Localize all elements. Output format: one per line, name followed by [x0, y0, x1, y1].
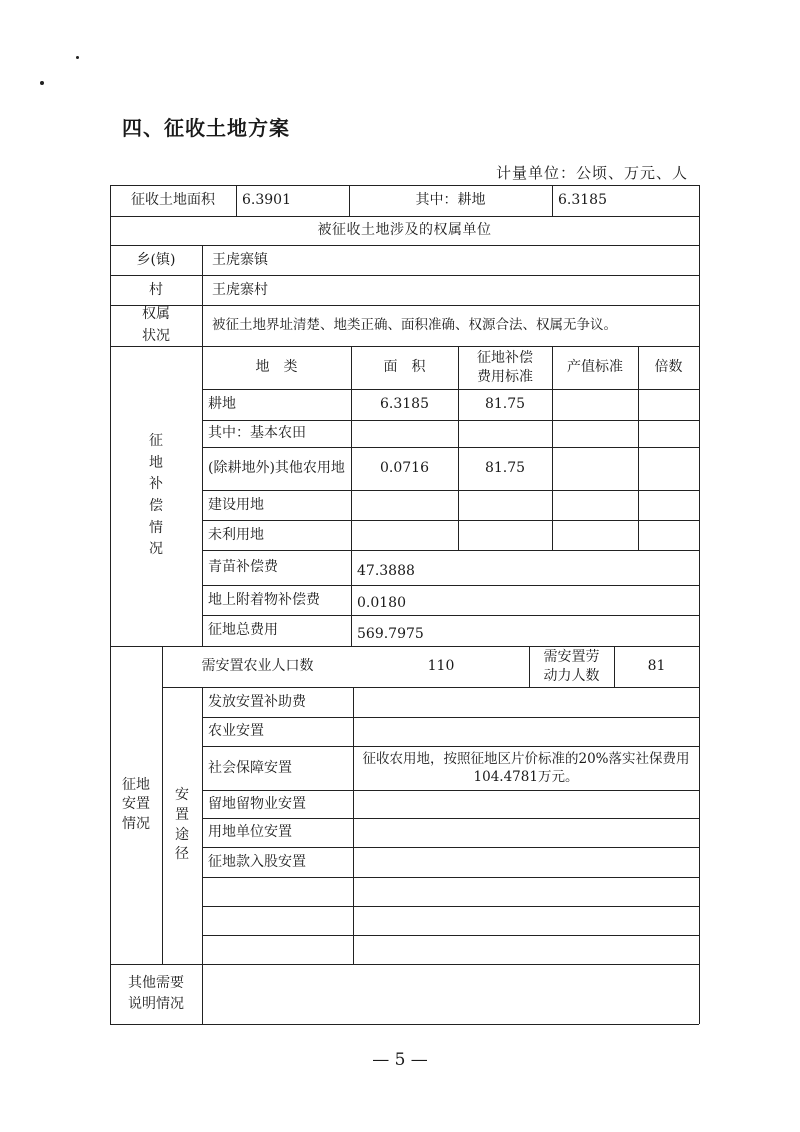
row-type: 其中：基本农田: [208, 425, 306, 442]
area-value: 6.3901: [242, 192, 291, 209]
header-multiple: 倍数: [654, 359, 683, 376]
township-value: 王虎寨镇: [212, 251, 268, 268]
village-label: 村: [149, 281, 163, 298]
way-value: [353, 935, 699, 964]
row-output: [552, 520, 638, 550]
way-value: 征收农用地，按照征地区片价标准的20%落实社保费用104.4781万元。: [362, 750, 690, 785]
header-area: 面 积: [383, 359, 426, 376]
way-value: [353, 818, 699, 847]
row-fee: 81.75: [484, 396, 526, 413]
row-multiple: [638, 420, 699, 447]
side-line: 征地: [122, 776, 150, 793]
header-fee-line: 费用标准: [477, 368, 533, 385]
row-type: 建设用地: [208, 496, 264, 513]
seedling-fee-value: 47.3888: [357, 563, 415, 580]
arable-value: 6.3185: [558, 192, 607, 209]
ownership-status-label-line: 权属: [142, 305, 170, 322]
population-value: 110: [427, 658, 455, 675]
ownership-status-label-line: 状况: [142, 327, 170, 344]
compensation-side-label: [110, 346, 202, 646]
header-output-standard: 产值标准: [567, 359, 623, 376]
row-type: 耕地: [208, 396, 236, 413]
row-fee: [458, 520, 552, 550]
row-multiple: [638, 490, 699, 520]
side-line: 情况: [122, 815, 150, 832]
ways-char: 安: [175, 787, 189, 804]
row-area: [351, 490, 458, 520]
total-fee-label: 征地总费用: [208, 622, 278, 639]
resettlement-ways-label: [162, 687, 202, 964]
row-fee: [458, 420, 552, 447]
way-value: [353, 847, 699, 877]
way-label: 社会保障安置: [208, 759, 292, 776]
side-char: 征: [149, 432, 163, 449]
side-line: 安置: [122, 796, 150, 813]
ownership-status-label: [110, 305, 202, 346]
row-area: [351, 520, 458, 550]
ownership-header: 被征收土地涉及的权属单位: [317, 222, 492, 239]
ways-char: 途: [175, 826, 189, 843]
way-label: 发放安置补助费: [208, 693, 306, 710]
way-label: 征地款入股安置: [208, 853, 306, 870]
way-value: [353, 790, 699, 818]
header-fee-standard: [458, 346, 552, 389]
page-number: — 5 —: [372, 1050, 428, 1070]
side-char: 补: [149, 476, 163, 493]
row-area: [351, 420, 458, 447]
attachment-fee-label: 地上附着物补偿费: [208, 591, 320, 608]
row-fee: 81.75: [484, 460, 526, 477]
labor-label-line: 需安置劳: [543, 649, 600, 666]
way-label: [202, 906, 353, 935]
labor-label: [529, 646, 614, 687]
other-notes-label: [110, 964, 202, 1024]
ways-char: 径: [175, 846, 189, 863]
row-type: (除耕地外)其他农用地: [208, 459, 345, 476]
row-type: 未利用地: [208, 526, 264, 543]
other-notes-value: [202, 964, 699, 1024]
way-label: [202, 877, 353, 906]
way-value: [353, 906, 699, 935]
way-value: [353, 687, 699, 717]
side-char: 偿: [149, 498, 163, 514]
village-value: 王虎寨村: [212, 281, 268, 298]
row-output: [552, 389, 638, 420]
row-output: [552, 447, 638, 490]
way-value: [353, 877, 699, 906]
resettlement-side-label: [110, 646, 162, 964]
side-char: 地: [149, 454, 163, 471]
other-notes-label-line: 说明情况: [128, 996, 184, 1012]
ways-char: 置: [175, 806, 189, 823]
header-fee-line: 征地补偿: [477, 350, 533, 367]
row-multiple: [638, 447, 699, 490]
row-area: 6.3185: [380, 396, 429, 413]
row-multiple: [638, 389, 699, 420]
ownership-status-value: 被征土地界址清楚、地类正确、面积准确、权源合法、权属无争议。: [212, 317, 617, 334]
attachment-fee-value: 0.0180: [357, 594, 406, 611]
section-title: 四、征收土地方案: [122, 116, 290, 140]
seedling-fee-label: 青苗补偿费: [208, 559, 278, 576]
unit-note: 计量单位：公顷、万元、人: [495, 164, 688, 182]
labor-value: 81: [647, 658, 666, 675]
row-multiple: [638, 520, 699, 550]
row-output: [552, 420, 638, 447]
side-char: 况: [149, 541, 163, 558]
row-area: 0.0716: [380, 460, 429, 477]
side-char: 情: [149, 519, 163, 536]
township-label: 乡(镇): [136, 251, 176, 268]
population-label: 需安置农业人口数: [201, 658, 314, 675]
row-output: [552, 490, 638, 520]
total-fee-value: 569.7975: [357, 626, 424, 643]
header-land-type: 地 类: [255, 359, 298, 376]
way-label: 用地单位安置: [208, 824, 292, 841]
row-fee: [458, 490, 552, 520]
way-value: [353, 717, 699, 746]
arable-label: 其中：耕地: [415, 192, 486, 209]
other-notes-label-line: 其他需要: [128, 975, 184, 991]
way-label: 留地留物业安置: [208, 795, 306, 812]
labor-label-line: 动力人数: [543, 667, 600, 684]
area-label: 征收土地面积: [131, 192, 215, 209]
way-label: [202, 935, 353, 964]
way-label: 农业安置: [208, 723, 264, 740]
